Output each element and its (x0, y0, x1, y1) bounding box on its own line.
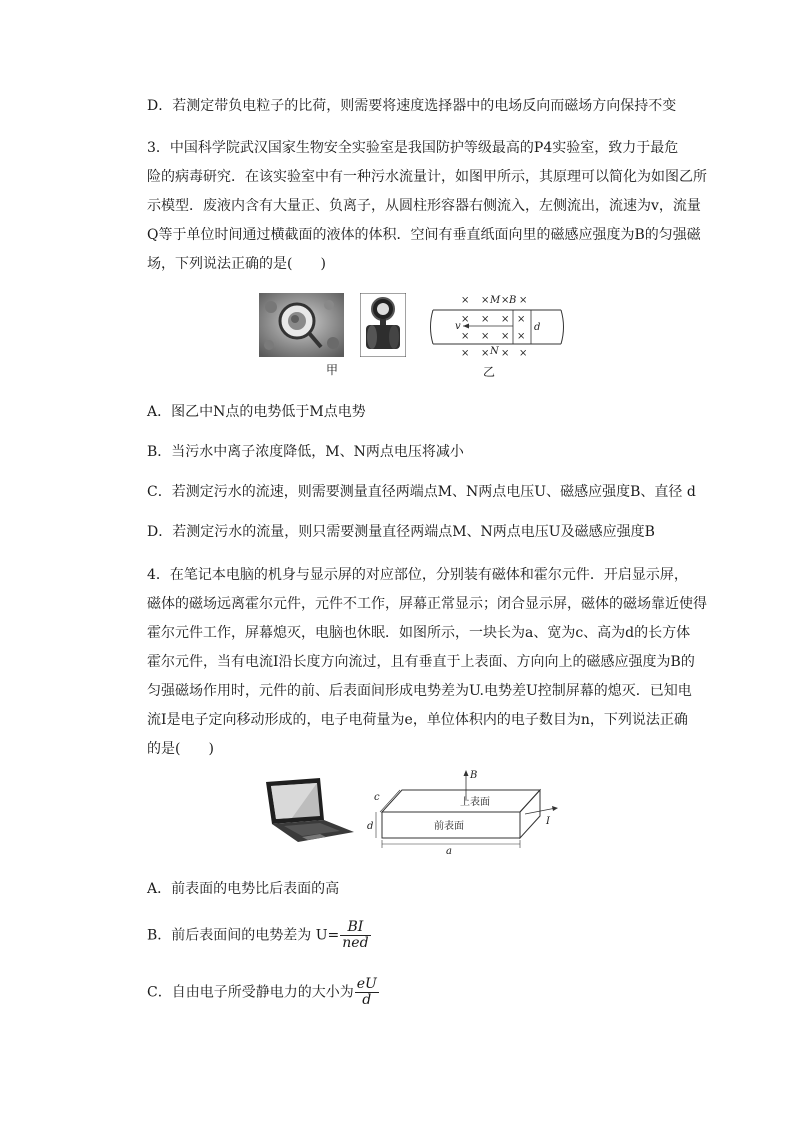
label-m: M (490, 295, 501, 306)
label-c: c (374, 792, 380, 803)
label-b-hall: B (470, 770, 478, 781)
label-v: v (455, 321, 461, 332)
fraction-denominator: d (362, 992, 372, 1008)
field-cross: × (519, 295, 528, 306)
q4-stem-line: 流I是电子定向移动形成的，电子电荷量为e，单位体积内的电子数目为n，下列说法正确 (147, 712, 688, 728)
label-d-hall: d (367, 821, 374, 832)
pipe-field-diagram (425, 290, 570, 360)
q4-stem-line: 霍尔元件工作，屏幕熄灭，电脑也休眠．如图所示，一块长为a、宽为c、高为d的长方体 (147, 625, 691, 641)
q4-option-b (147, 920, 371, 951)
label-d: d (534, 322, 541, 333)
field-cross: × (461, 348, 470, 359)
q3-option-a: A．图乙中N点的电势低于M点电势 (147, 404, 366, 420)
q3-option-c: C．若测定污水的流速，则需要测量直径两端点M、N两点电压U、磁感应强度B、直径 d (147, 484, 696, 500)
label-top-surface: 上表面 (460, 797, 490, 808)
field-cross: × (519, 348, 528, 359)
q3-stem (147, 134, 707, 279)
q3-stem-line: 示模型．废液内含有大量正、负离子，从圆柱形容器右侧流入，左侧流出，流速为v，流量 (147, 198, 701, 214)
virus-photo (259, 293, 344, 357)
q4-stem-line: 霍尔元件，当有电流I沿长度方向流过，且有垂直于上表面、方向向上的磁感应强度为B的 (147, 654, 695, 670)
label-front-surface: 前表面 (434, 821, 464, 832)
field-cross: × (461, 295, 470, 306)
fraction-numerator: BI (340, 920, 370, 936)
q4-stem-line: 匀强磁场作用时，元件的前、后表面间形成电势差为U.电势差U控制屏幕的熄灭．已知电 (147, 683, 692, 699)
fraction-denominator: ned (342, 935, 369, 951)
field-cross: × (501, 348, 510, 359)
q4-option-c (147, 977, 379, 1008)
label-a: a (446, 846, 452, 856)
q3-option-b: B．当污水中离子浓度降低，M、N两点电压将减小 (147, 444, 464, 460)
flowmeter-photo (360, 293, 406, 357)
q4-option-a: A．前表面的电势比后表面的高 (147, 881, 340, 897)
q4-stem (147, 561, 707, 764)
field-cross: × (517, 314, 526, 325)
field-cross: × (481, 295, 490, 306)
q3-stem-line: 3．中国科学院武汉国家生物安全实验室是我国防护等级最高的P4实验室，致力于最危 (147, 140, 679, 156)
laptop-illustration (262, 776, 356, 844)
field-cross: × (501, 295, 510, 306)
field-cross: × (461, 331, 470, 342)
q3-option-d: D．若测定污水的流量，则只需要测量直径两端点M、N两点电压U及磁感应强度B (147, 524, 655, 540)
fraction-eu-over-d (355, 977, 379, 1008)
figure-label-yi: 乙 (483, 365, 496, 379)
q3-stem-line: Q等于单位时间通过横截面的液体的体积．空间有垂直纸面向里的磁感应强度为B的匀强磁 (147, 227, 701, 243)
figure-label-jia: 甲 (326, 363, 339, 377)
hall-element-diagram (360, 768, 560, 856)
q4-option-b-text: B．前后表面间的电势差为 U= (147, 927, 340, 944)
field-cross: × (481, 314, 490, 325)
field-cross: × (501, 314, 510, 325)
label-i: I (546, 816, 550, 827)
field-cross: × (501, 331, 510, 342)
field-cross: × (461, 314, 470, 325)
q4-stem-line: 的是( ) (147, 741, 214, 757)
fraction-numerator: eU (356, 976, 377, 992)
label-b: B (509, 295, 517, 306)
q3-stem-line: 险的病毒研究．在该实验室中有一种污水流量计，如图甲所示，其原理可以简化为如图乙所 (147, 169, 707, 185)
q4-stem-line: 4．在笔记本电脑的机身与显示屏的对应部位，分别装有磁体和霍尔元件．开启显示屏， (147, 567, 688, 583)
field-cross: × (481, 331, 490, 342)
q4-stem-line: 磁体的磁场远离霍尔元件，元件不工作，屏幕正常显示；闭合显示屏，磁体的磁场靠近使得 (147, 596, 707, 612)
fraction-bi-over-ned (340, 920, 370, 951)
q4-option-c-text: C．自由电子所受静电力的大小为 (147, 984, 354, 1001)
field-cross: × (481, 348, 490, 359)
label-n: N (490, 346, 499, 357)
field-cross: × (517, 331, 526, 342)
q3-stem-line: 场，下列说法正确的是( ) (147, 256, 326, 272)
q2-option-d: D．若测定带负电粒子的比荷，则需要将速度选择器中的电场反向而磁场方向保持不变 (147, 98, 677, 114)
